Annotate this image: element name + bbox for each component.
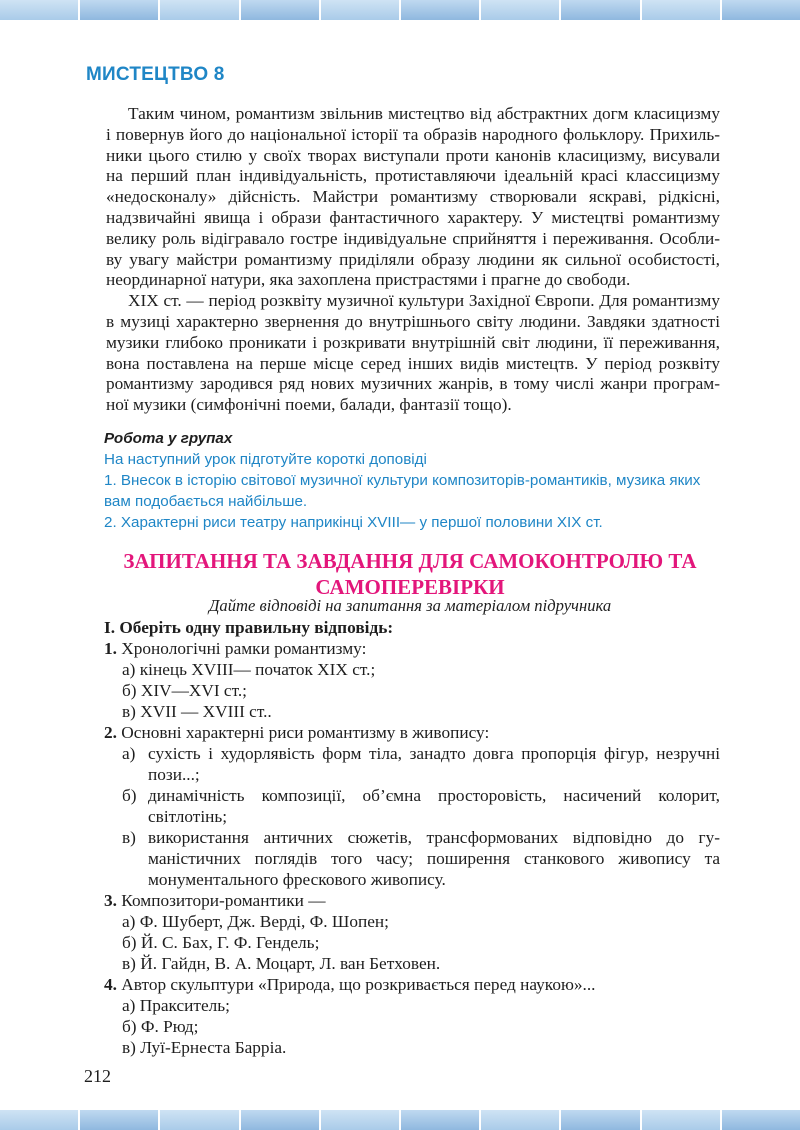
answer-option xyxy=(104,827,720,890)
group-work-line: 1. Внесок в історію світової музичної культури композиторів-романтиків, музика яких xyxy=(104,472,701,489)
answer-option: б) Й. С. Бах, Г. Ф. Гендель; xyxy=(122,933,320,952)
question-text: Хронологічні рамки романтизму: xyxy=(121,639,367,658)
answer-text-line: пози...; xyxy=(148,765,200,784)
main-text xyxy=(84,104,720,416)
answer-option: а) Ф. Шуберт, Дж. Верді, Ф. Шопен; xyxy=(122,912,389,931)
group-work-line: 2. Характерні риси театру наприкінці XVIII— у першої половини XIX ст. xyxy=(104,514,603,531)
question-3 xyxy=(104,890,720,911)
top-decorative-band xyxy=(0,0,800,20)
answer-text-line: використання античних сюжетів, трансформованих відповідно до гу- xyxy=(148,828,720,847)
text-line: XIX ст. — період розквіту музичної культури Західної Європи. Для романтизму xyxy=(128,291,720,311)
section-title-line: ЗАПИТАННЯ ТА ЗАВДАННЯ ДЛЯ САМОКОНТРОЛЮ ТА xyxy=(123,549,697,573)
answer-option: а) Пракситель; xyxy=(122,996,230,1015)
answer-text-line: маністичних поглядів того часу; поширення станкового живопису та xyxy=(148,849,720,868)
text-line: неординарної натури, яка захоплена пристрастями і прагне до свободи. xyxy=(106,270,631,290)
question-number: 2. xyxy=(104,723,117,742)
text-line: ву увагу майстри романтизму приділяли образу людини як сильної особистості, xyxy=(106,249,720,269)
answer-marker: в) xyxy=(122,828,136,847)
section-title xyxy=(84,548,736,600)
question-text: Автор скульптури «Природа, що розкривається перед наукою»... xyxy=(121,975,596,994)
answer-text-line: динамічність композиції, об’ємна просторовість, насичений колорит, xyxy=(148,786,720,805)
running-header: МИСТЕЦТВО 8 xyxy=(86,64,225,85)
question-1 xyxy=(104,638,720,659)
answer-marker: б) xyxy=(122,786,137,805)
text-line: ники цього стилю у своїх творах виступали проти канонів класицизму, висували xyxy=(106,145,720,165)
question-number: 3. xyxy=(104,891,117,910)
text-line: романтизму зародився ряд нових музичних жанрів, в тому числі жанри програм- xyxy=(106,374,720,394)
answer-option: а) кінець XVIII— початок XIX ст.; xyxy=(122,660,376,679)
answer-option: б) Ф. Рюд; xyxy=(122,1017,199,1036)
group-work-block xyxy=(104,428,724,533)
answer-option xyxy=(104,743,720,785)
page-number: 212 xyxy=(84,1066,111,1086)
group-work-title: Робота у групах xyxy=(104,430,233,447)
question-number: 1. xyxy=(104,639,117,658)
part-label: I. Оберіть одну правильну відповідь: xyxy=(104,618,394,637)
text-line: на перший план індивідуальність, протиставляючи ідеальній красі классицизму xyxy=(106,166,720,186)
answer-text-line: світлотінь; xyxy=(148,807,228,826)
answer-marker: а) xyxy=(122,744,136,763)
section-title-line: САМОПЕРЕВІРКИ xyxy=(315,575,505,599)
text-line: надзвичайні явища і образи фантастичного характеру. У мистецтві романтизму xyxy=(106,207,720,227)
section-subtitle: Дайте відповіді на запитання за матеріалом підручника xyxy=(208,596,612,615)
group-work-line: На наступний урок підготуйте короткі доповіді xyxy=(104,451,427,468)
text-line: велику роль відігравало гостре індивідуальне сприйняття і переживання. Особли- xyxy=(106,228,720,248)
answer-option: в) Й. Гайдн, В. А. Моцарт, Л. ван Бетховен. xyxy=(122,954,441,973)
question-number: 4. xyxy=(104,975,117,994)
question-text: Основні характерні риси романтизму в живопису: xyxy=(121,723,490,742)
group-work-line: вам подобається найбільше. xyxy=(104,493,308,510)
answer-option: в) XVII — XVIII ст.. xyxy=(122,702,272,721)
paragraph-1 xyxy=(84,104,720,291)
text-line: вона поставлена на перше місце серед інших видів мистецтв. У період розквіту xyxy=(106,353,720,373)
text-line: ної музики (симфонічні поеми, балади, фантазії тощо). xyxy=(106,395,512,415)
question-4 xyxy=(104,974,720,995)
text-line: і повернув його до національної історії та образів народного фольклору. Прихиль- xyxy=(106,124,720,144)
answer-text-line: монументального фрескового живопису. xyxy=(148,870,446,889)
question-list xyxy=(104,617,720,1058)
answer-option: б) XIV—XVI ст.; xyxy=(122,681,247,700)
question-2 xyxy=(104,722,720,743)
bottom-decorative-band xyxy=(0,1110,800,1130)
text-line: «недосконалу» дійсність. Майстри романтизму створювали яскраві, рідкісні, xyxy=(106,187,720,207)
answer-option xyxy=(104,785,720,827)
answer-text-line: сухість і худорлявість форм тіла, занадто довга пропорція фігур, незручні xyxy=(148,744,720,763)
question-text: Композитори-романтики — xyxy=(121,891,326,910)
text-line: в музиці характерно звернення до внутрішнього світу людини. Завдяки здатності xyxy=(106,311,720,331)
answer-option: в) Луї-Ернеста Барріа. xyxy=(122,1038,287,1057)
paragraph-2 xyxy=(84,291,720,416)
text-line: Таким чином, романтизм звільнив мистецтво від абстрактних догм класицизму xyxy=(128,104,720,123)
text-line: музики глибоко проникати і розкривати внутрішній світ людини, її переживання, xyxy=(106,332,720,352)
